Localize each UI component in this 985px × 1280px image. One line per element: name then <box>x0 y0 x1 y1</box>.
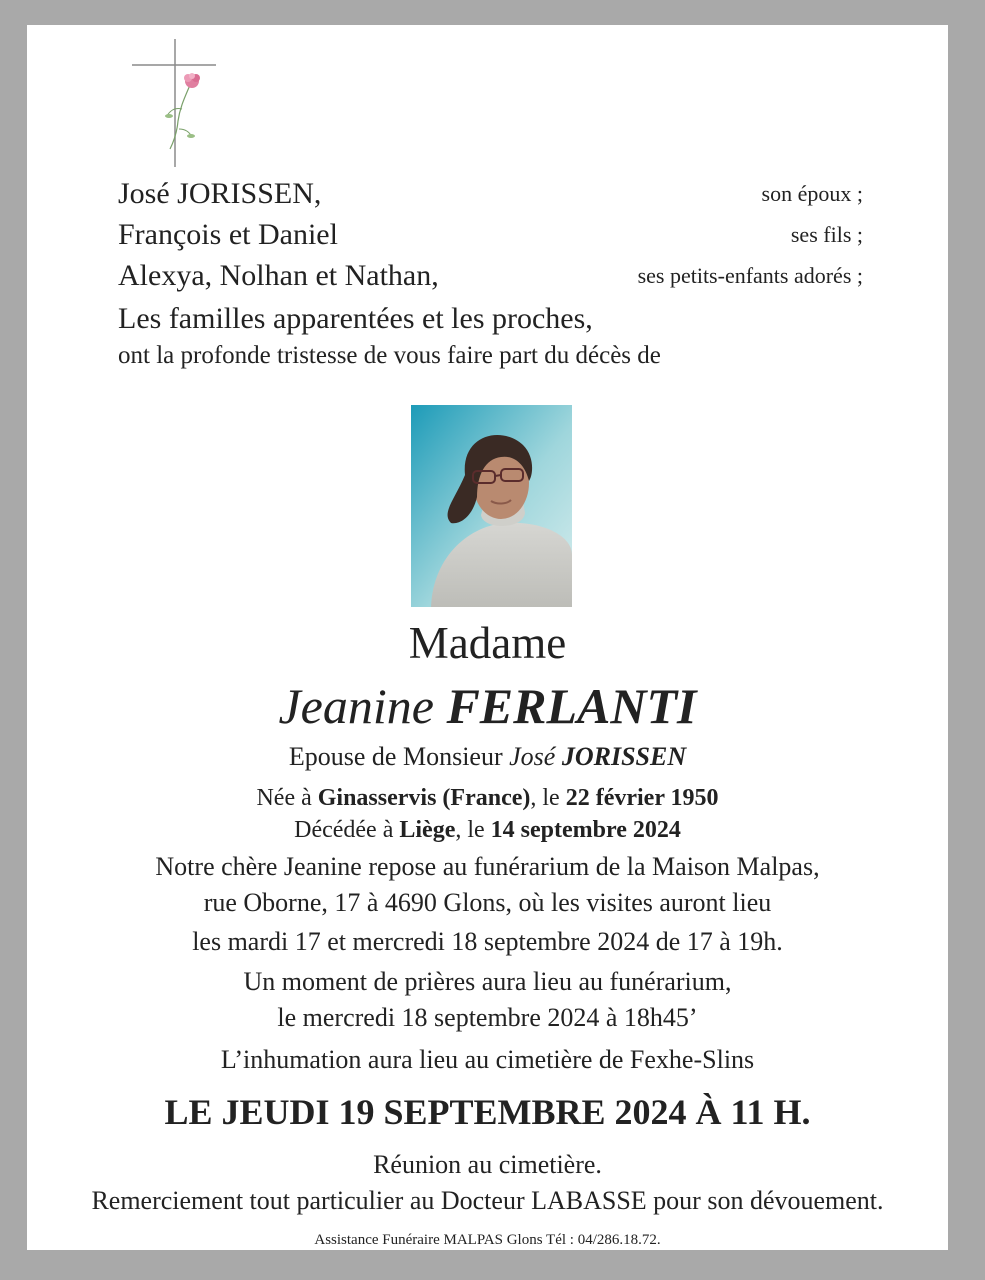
death-prefix: Décédée à <box>294 817 394 843</box>
birth-date: 22 février 1950 <box>565 785 719 811</box>
birth-prefix: Née à <box>256 785 312 811</box>
funeral-home-footer: Assistance Funéraire MALPAS Glons Tél : 04/286.18.72. <box>314 1232 661 1248</box>
relatives-line: Les familles apparentées et les proches, <box>118 302 593 335</box>
prayer-line: Un moment de prières aura lieu au funérarium, <box>243 967 732 996</box>
death-date: 14 septembre 2024 <box>490 817 681 843</box>
obituary-card <box>27 25 948 1250</box>
visitation-line: les mardi 17 et mercredi 18 septembre 2024 de 17 à 19h. <box>192 927 783 956</box>
deceased-name <box>27 677 948 735</box>
visitation-line: Notre chère Jeanine repose au funérarium de la Maison Malpas, <box>155 852 820 881</box>
spouse-first-name: José <box>509 742 556 771</box>
announcement-line: ont la profonde tristesse de vous faire part du décès de <box>118 342 661 369</box>
deceased-first-name: Jeanine <box>278 678 434 734</box>
birth-place: Ginasservis (France) <box>317 785 531 811</box>
spouse-last-name: JORISSEN <box>561 742 687 771</box>
family-row-grandchildren <box>118 257 863 297</box>
prayer-line: le mercredi 18 septembre 2024 à 18h45’ <box>277 1003 698 1032</box>
spouse-prefix: Epouse de Monsieur <box>288 742 503 771</box>
family-name: François et Daniel <box>118 218 338 251</box>
family-row-sons <box>118 216 863 256</box>
burial-date: LE JEUDI 19 SEPTEMBRE 2024 À 11 H. <box>164 1092 811 1132</box>
death-sep: , le <box>455 817 485 843</box>
family-name: Alexya, Nolhan et Nathan, <box>118 259 439 292</box>
deceased-last-name: FERLANTI <box>446 678 697 734</box>
title-madame: Madame <box>408 618 567 668</box>
birth-sep: , le <box>530 785 560 811</box>
visitation-line: rue Oborne, 17 à 4690 Glons, où les visites auront lieu <box>203 888 772 917</box>
spouse-line <box>27 742 948 772</box>
family-relation: ses petits-enfants adorés ; <box>637 263 863 288</box>
portrait-photo <box>411 405 572 607</box>
thanks-line: Remerciement tout particulier au Docteur LABASSE pour son dévouement. <box>91 1186 884 1215</box>
family-relation: ses fils ; <box>790 222 863 247</box>
cross-with-rose-icon <box>130 37 220 169</box>
burial-line: L’inhumation aura lieu au cimetière de Fexhe-Slins <box>220 1045 755 1074</box>
death-place: Liège <box>399 817 456 843</box>
family-relation: son époux ; <box>761 181 863 206</box>
meeting-line: Réunion au cimetière. <box>373 1150 602 1179</box>
death-line <box>27 817 948 844</box>
birth-line <box>27 785 948 812</box>
family-name: José JORISSEN, <box>118 177 322 210</box>
family-row-spouse <box>118 175 863 215</box>
